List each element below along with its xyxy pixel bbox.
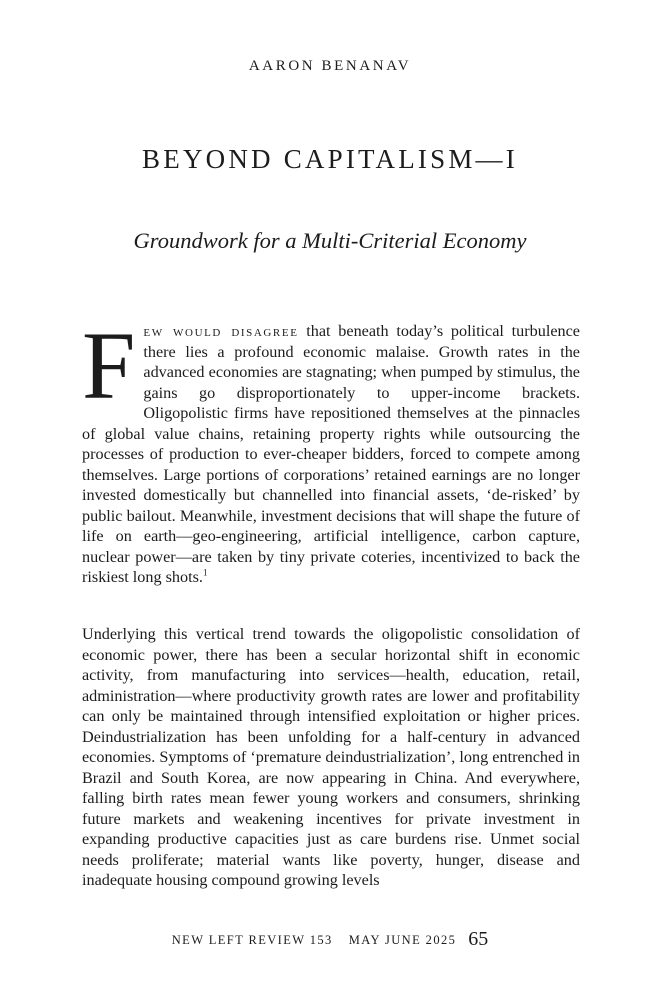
author-name: AARON BENANAV	[248, 58, 412, 74]
journal-name: NEW LEFT REVIEW 153	[171, 933, 333, 947]
article-subtitle: Groundwork for a Multi-Criterial Economy	[133, 228, 527, 253]
issue-date: MAY JUNE 2025	[348, 933, 457, 947]
paragraph-1-text: that beneath today’s political turbulence there lies a profound economic malaise. Growth rates in the advanced economies are stagnating; when pumped by stimulus, the gains go disproportionately to upper-income brackets. Oligopolistic firms have repositioned themselves at the pinnacles of global value chains, retaining property rights while outsourcing the processes of production to ever-cheaper bidders, forced to compete among themselves. Large portions of corporations’ retained earnings are no longer invested domestically but channelled into financial assets, ‘de-risked’ by public bailout. Meanwhile, investment decisions that will shape the future of life on earth—geo-engineering, artificial intelligence, carbon capture, nuclear power—are taken by tiny private coteries, incentivized to back the riskiest long shots.	[82, 322, 580, 586]
page-footer	[0, 928, 660, 951]
lead-in-smallcaps: ew would disagree	[143, 322, 299, 340]
drop-cap: F	[82, 312, 136, 419]
article-title: BEYOND CAPITALISM—I	[142, 144, 518, 174]
paragraph-1	[82, 312, 580, 588]
paragraph-2: Underlying this vertical trend towards the oligopolistic consolidation of economic power, there has been a secular horizontal shift in economic activity, from manufacturing into services—health, education, retail, administration—where productivity growth rates are lower and profitability can only be maintained through intensified exploitation or higher prices. Deindustrialization has been unfolding for a half-century in advanced economies. Symptoms of ‘premature deindustrialization’, long entrenched in Brazil and South Korea, are now appearing in China. And everywhere, falling birth rates mean fewer young workers and consumers, shrinking future markets and weakening incentives for private investment in expanding productive capacities just as care burdens rise. Unmet social needs proliferate; material wants like poverty, hunger, disease and inadequate housing compound growing levels	[82, 625, 580, 889]
footnote-marker[interactable]: 1	[202, 567, 208, 578]
page-number: 65	[468, 928, 489, 950]
